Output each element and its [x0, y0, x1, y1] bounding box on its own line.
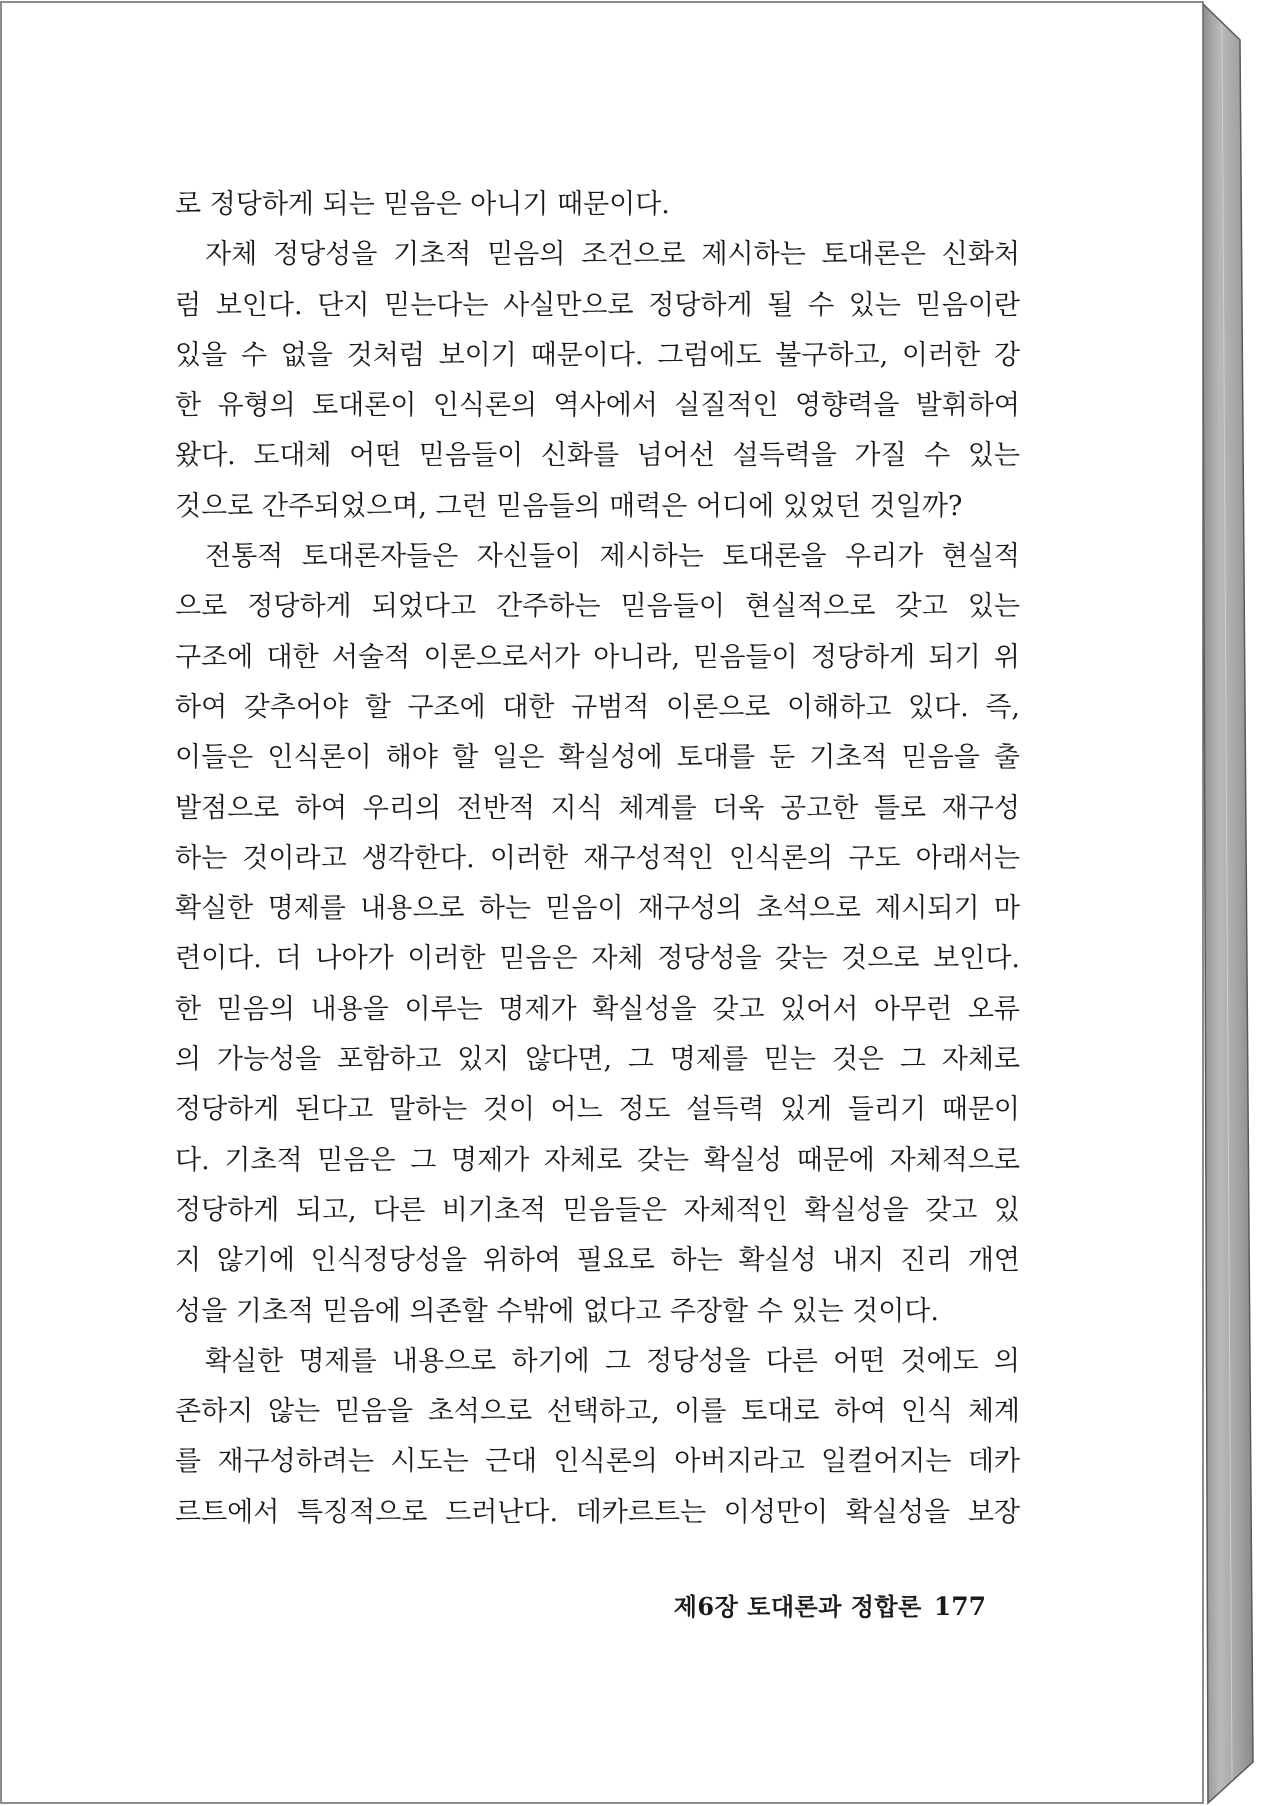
- text-line: 의 가능성을 포함하고 있지 않다면, 그 명제를 믿는 것은 그 자체로: [175, 1044, 1020, 1076]
- text-line: 하여 갖추어야 할 구조에 대한 규범적 이론으로 이해하고 있다. 즉,: [175, 691, 1020, 723]
- text-line: 전통적 토대론자들은 자신들이 제시하는 토대론을 우리가 현실적: [205, 541, 1020, 573]
- text-line: 를 재구성하려는 시도는 근대 인식론의 아버지라고 일컬어지는 데카: [175, 1446, 1020, 1478]
- text-line: 왔다. 도대체 어떤 믿음들이 신화를 넘어선 설득력을 가질 수 있는: [175, 440, 1020, 472]
- text-line: 구조에 대한 서술적 이론으로서가 아니라, 믿음들이 정당하게 되기 위: [175, 641, 1020, 673]
- body-text: [175, 180, 1020, 1538]
- text-line: 자체 정당성을 기초적 믿음의 조건으로 제시하는 토대론은 신화처: [205, 239, 1020, 271]
- text-line: 로 정당하게 되는 믿음은 아니기 때문이다.: [175, 189, 670, 220]
- text-line: 지 않기에 인식정당성을 위하여 필요로 하는 확실성 내지 진리 개연: [175, 1245, 1020, 1277]
- text-line: 럼 보인다. 단지 믿는다는 사실만으로 정당하게 될 수 있는 믿음이란: [175, 289, 1020, 321]
- text-line: 정당하게 되고, 다른 비기초적 믿음들은 자체적인 확실성을 갖고 있: [175, 1194, 1020, 1226]
- text-line: 있을 수 없을 것처럼 보이기 때문이다. 그럼에도 불구하고, 이러한 강: [175, 339, 1020, 371]
- text-line: 것으로 간주되었으며, 그런 믿음들의 매력은 어디에 있었던 것일까?: [175, 490, 963, 522]
- text-line: 이들은 인식론이 해야 할 일은 확실성에 토대를 둔 기초적 믿음을 출: [175, 742, 1020, 774]
- text-line: 련이다. 더 나아가 이러한 믿음은 자체 정당성을 갖는 것으로 보인다.: [175, 943, 1020, 975]
- text-line: 르트에서 특징적으로 드러난다. 데카르트는 이성만이 확실성을 보장: [175, 1496, 1020, 1528]
- text-line: 확실한 명제를 내용으로 하는 믿음이 재구성의 초석으로 제시되기 마: [175, 893, 1020, 925]
- text-line: 한 유형의 토대론이 인식론의 역사에서 실질적인 영향력을 발휘하여: [175, 390, 1020, 422]
- text-line: 으로 정당하게 되었다고 간주하는 믿음들이 현실적으로 갖고 있는: [175, 591, 1020, 623]
- paragraph: [175, 230, 1020, 532]
- running-title: 제6장 토대론과 정합론: [673, 1592, 922, 1621]
- paragraph: [175, 180, 1020, 230]
- text-line: 발점으로 하여 우리의 전반적 지식 체계를 더욱 공고한 틀로 재구성: [175, 792, 1020, 824]
- text-line: 한 믿음의 내용을 이루는 명제가 확실성을 갖고 있어서 아무런 오류: [175, 993, 1020, 1025]
- paragraph: [175, 532, 1020, 1337]
- text-line: 확실한 명제를 내용으로 하기에 그 정당성을 다른 어떤 것에도 의: [205, 1345, 1020, 1377]
- text-line: 하는 것이라고 생각한다. 이러한 재구성적인 인식론의 구도 아래서는: [175, 842, 1020, 874]
- page-number: 177: [933, 1592, 986, 1621]
- text-line: 다. 기초적 믿음은 그 명제가 자체로 갖는 확실성 때문에 자체적으로: [175, 1144, 1020, 1176]
- text-line: 정당하게 된다고 말하는 것이 어느 정도 설득력 있게 들리기 때문이: [175, 1094, 1020, 1126]
- text-line: 성을 기초적 믿음에 의존할 수밖에 없다고 주장할 수 있는 것이다.: [175, 1295, 939, 1327]
- page-footer: [620, 1590, 986, 1624]
- paragraph: [175, 1337, 1020, 1538]
- text-line: 존하지 않는 믿음을 초석으로 선택하고, 이를 토대로 하여 인식 체계: [175, 1396, 1020, 1428]
